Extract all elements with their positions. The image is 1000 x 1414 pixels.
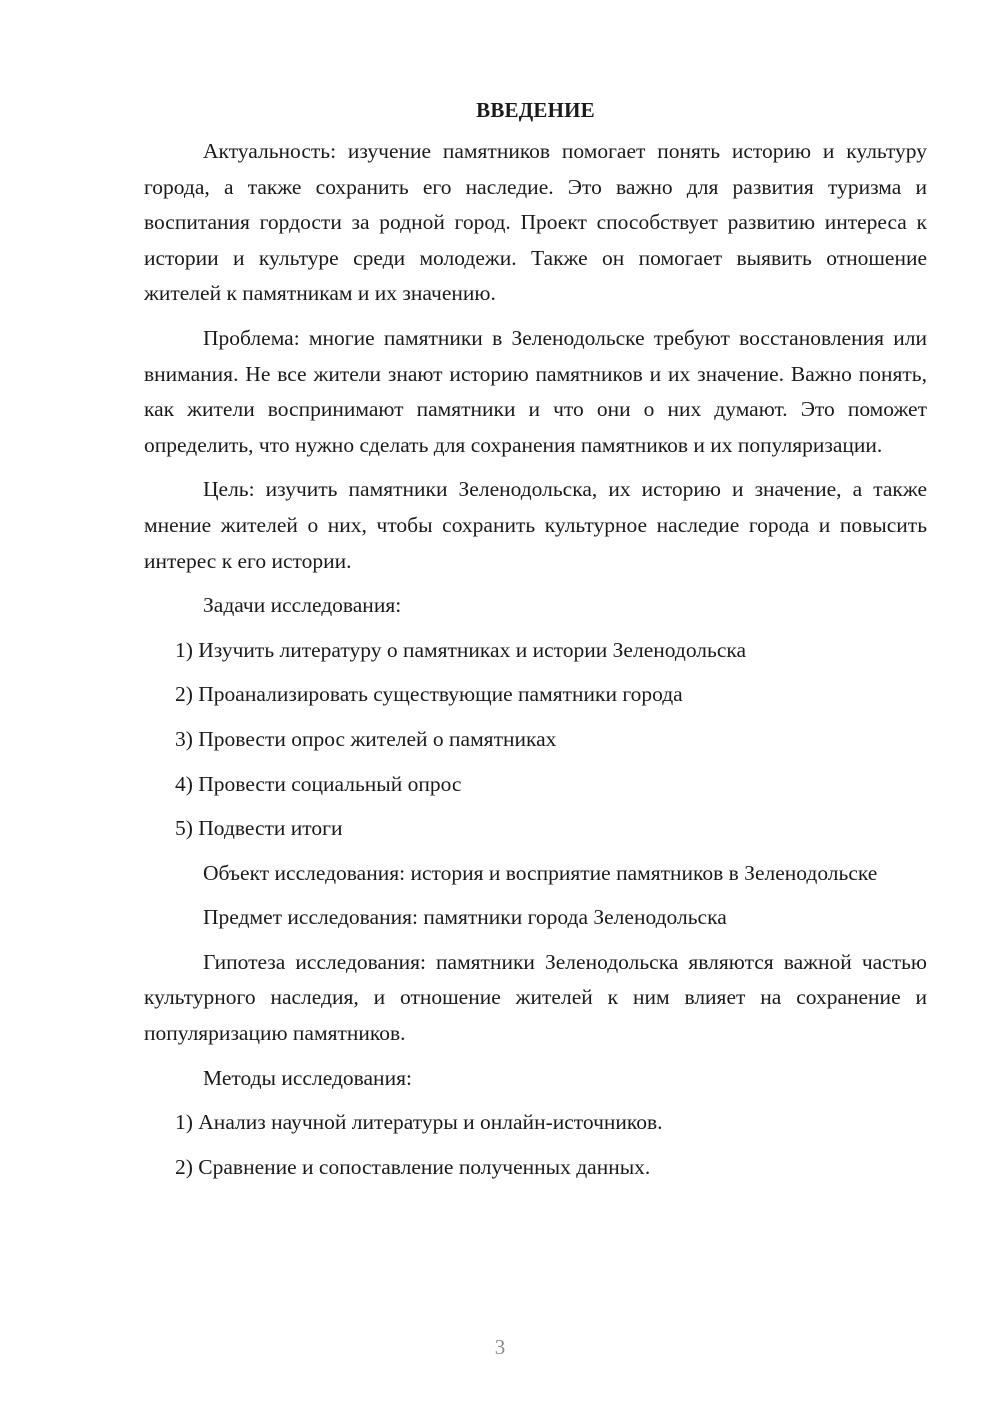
method-item: 1) Анализ научной литературы и онлайн-источников. (175, 1110, 663, 1135)
task-item: 4) Провести социальный опрос (175, 771, 462, 796)
task-item: 1) Изучить литературу о памятниках и истории Зеленодольска (175, 637, 747, 662)
paragraph-hypothesis: Гипотеза исследования: памятники Зеленодольска являются важной частью культурного наследия, и отношение жителей к ним влияет на сохранение и популяризацию памятников. (144, 949, 927, 1046)
method-item: 2) Сравнение и сопоставление полученных данных. (175, 1154, 651, 1179)
methods-heading: Методы исследования: (203, 1065, 412, 1090)
tasks-heading: Задачи исследования: (203, 593, 402, 618)
task-item: 3) Провести опрос жителей о памятниках (175, 726, 557, 751)
task-item: 5) Подвести итоги (175, 816, 343, 841)
paragraph-relevance: Актуальность: изучение памятников помогает понять историю и культуру города, а также сохранить его наследие. Это важно для развития туризма и воспитания гордости за родной город. Проект способствует развитию интереса к истории и культуре среди молодежи. Также он помогает выявить отношение жителей к памятникам и их значению. (144, 139, 927, 306)
document-page (144, 92, 927, 1194)
task-item: 2) Проанализировать существующие памятники города (175, 682, 683, 707)
section-title: ВВЕДЕНИЕ (476, 98, 595, 122)
paragraph-goal: Цель: изучить памятники Зеленодольска, их историю и значение, а также мнение жителей о них, чтобы сохранить культурное наследие города и повысить интерес к его истории. (144, 477, 927, 573)
paragraph-object: Объект исследования: история и восприятие памятников в Зеленодольске (203, 860, 878, 885)
paragraph-subject: Предмет исследования: памятники города Зеленодольска (203, 905, 727, 930)
page-number: 3 (494, 1335, 506, 1359)
paragraph-problem: Проблема: многие памятники в Зеленодольске требуют восстановления или внимания. Не все жители знают историю памятников и их значение. Важно понять, как жители воспринимают памятники и что они о них думают. Это поможет определить, что нужно сделать для сохранения памятников и их популяризации. (144, 325, 927, 457)
